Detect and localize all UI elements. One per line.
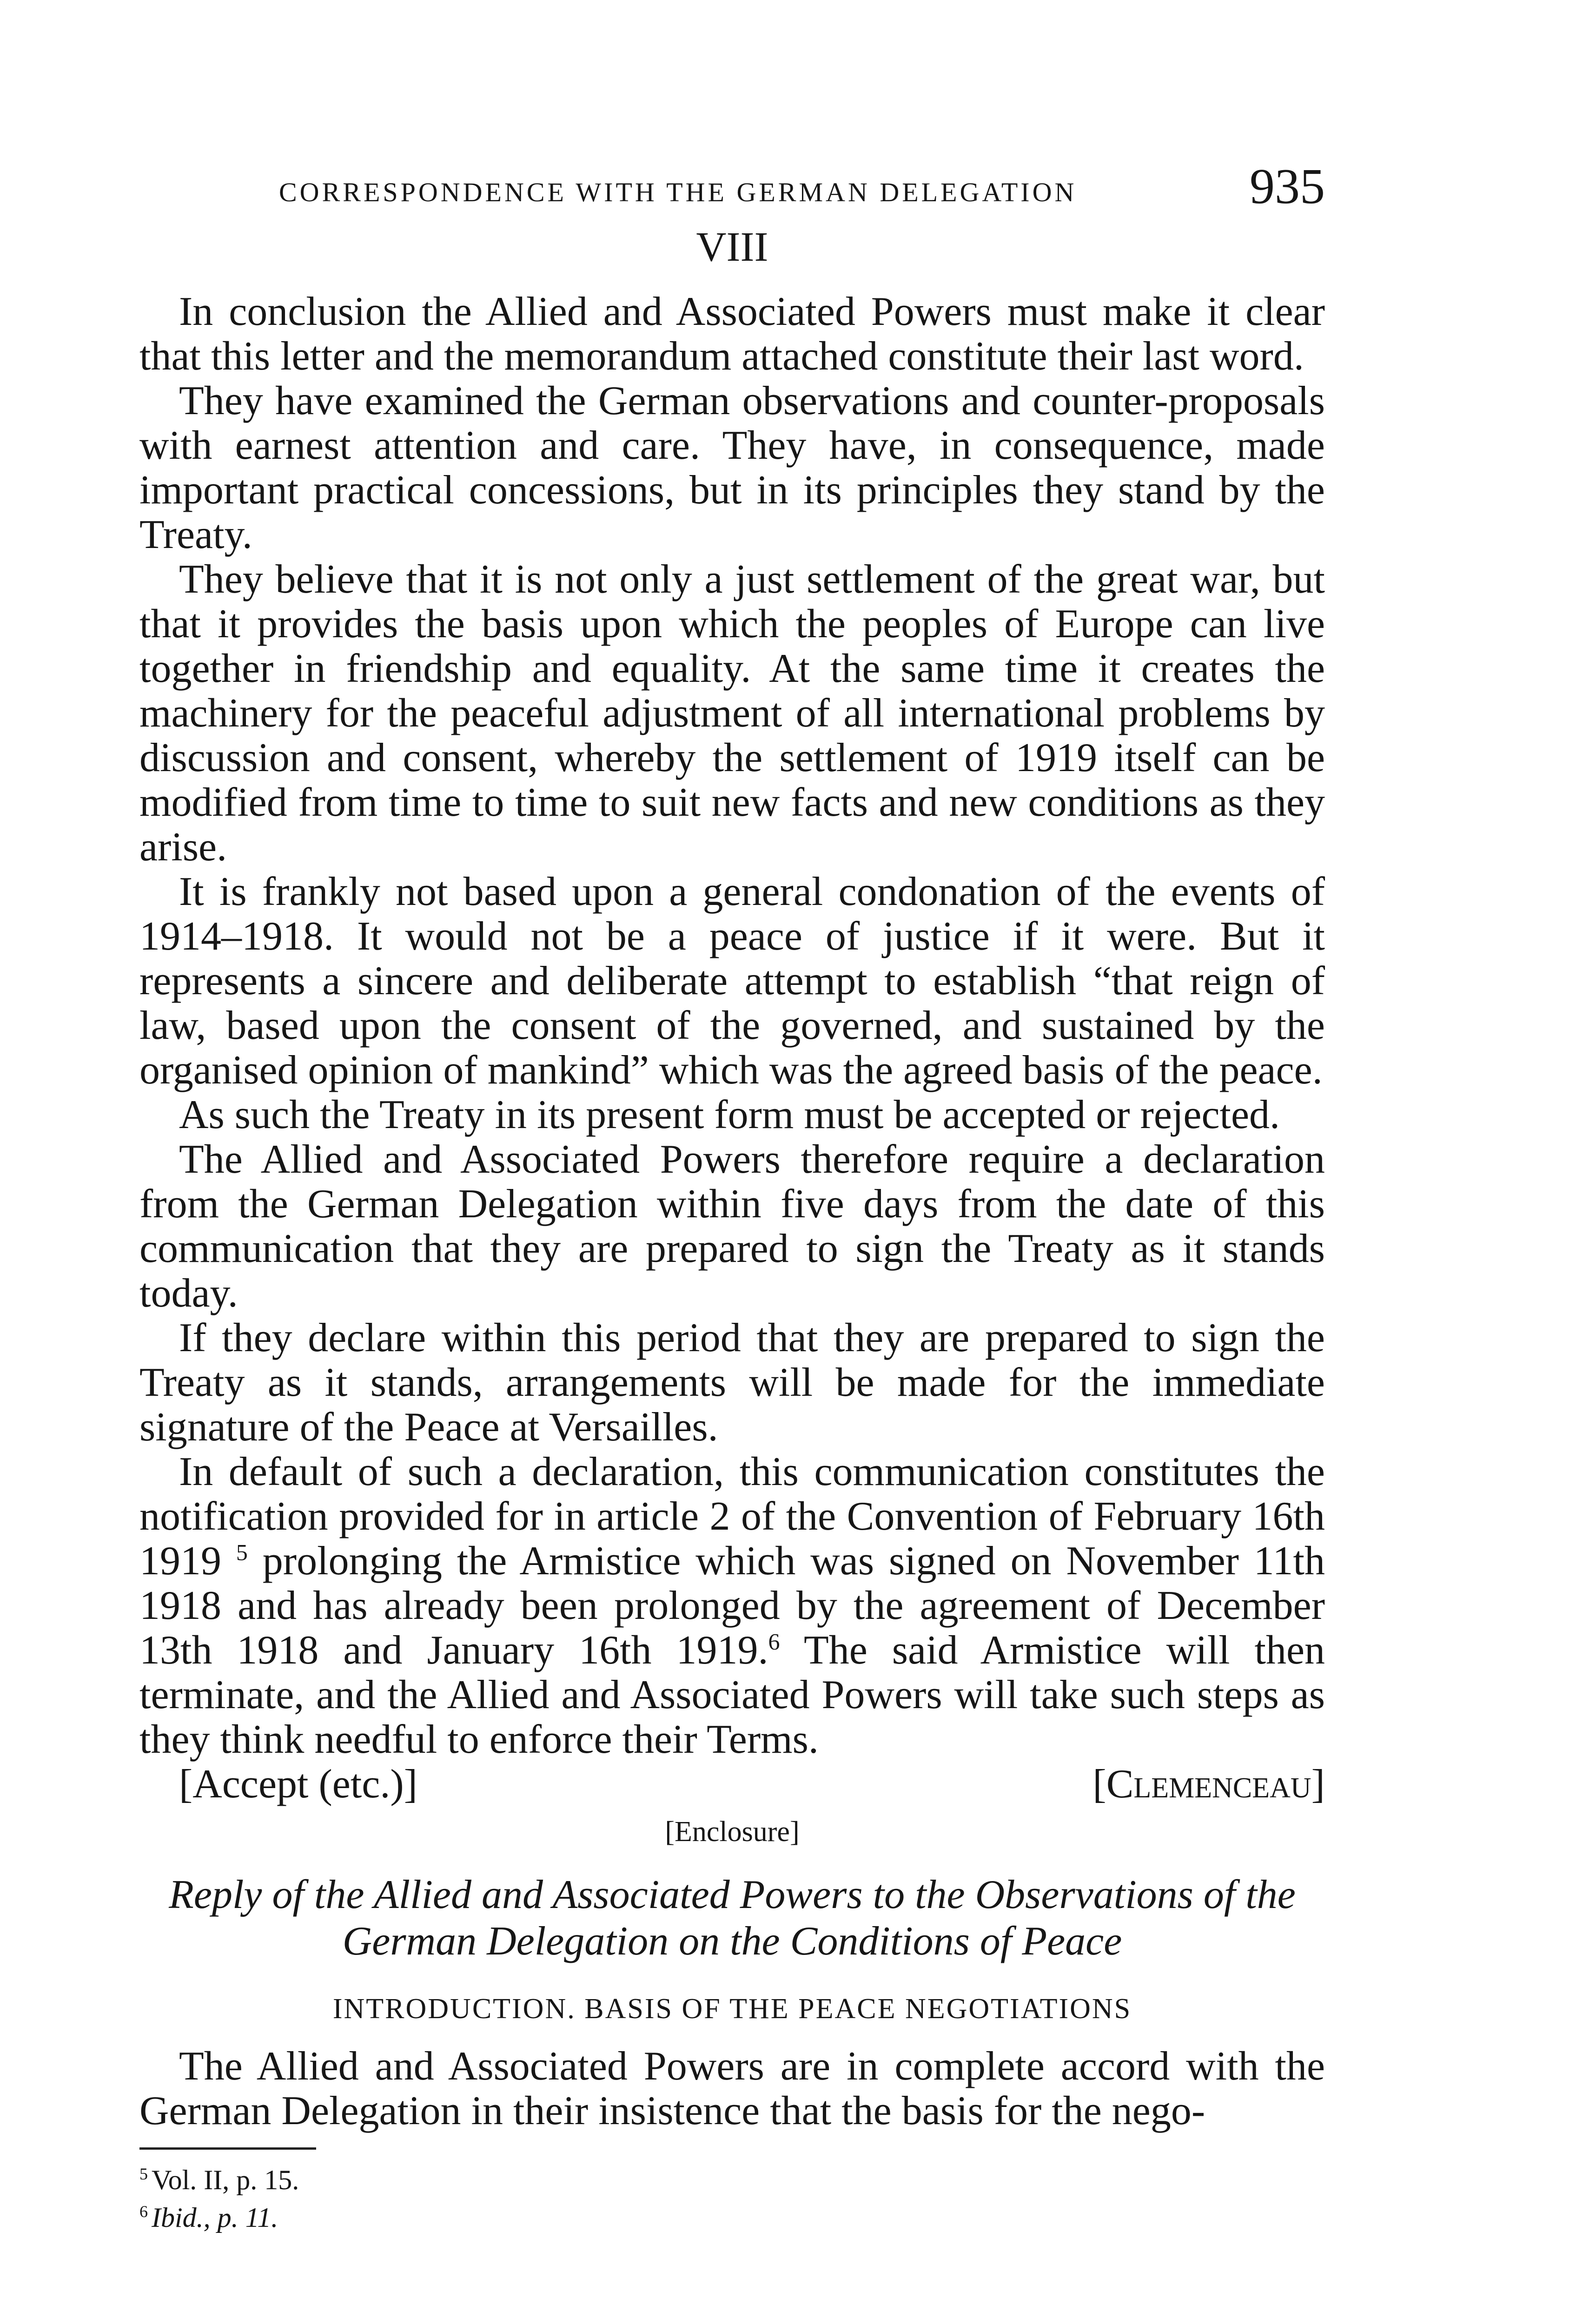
section-numeral: VIII [696,224,768,270]
intro-heading: INTRODUCTION. BASIS OF THE PEACE NEGOTIATIONS [332,1993,1132,2025]
footnote-ref: 6 [768,1628,780,1655]
signer-name: [Clemenceau] [1092,1762,1325,1807]
paragraph-text: In default of such a declaration, this communication constitutes the notification provided for in article 2 of the Convention of February 16th 1919 [139,1449,1325,1584]
paragraph-armistice [139,1450,1325,1762]
intro-paragraph: The Allied and Associated Powers are in complete accord with the German Delegation in their insistence that the basis for the nego- [139,2044,1325,2133]
enclosure-label: [Enclosure] [665,1816,800,1848]
paragraph: They believe that it is not only a just settlement of the great war, but that it provides the basis upon which the peoples of Europe can live together in friendship and equality. At the same time it creates the machinery for the peaceful adjustment of all international problems by discussion and consent, whereby the settlement of 1919 itself can be modified from time to time to suit new facts and new conditions as they arise. [139,557,1325,870]
paragraph-text: prolonging the Armistice which was signed on November 11th 1918 and has already been prolonged by the agreement of December 13th 1918 and January 16th 1919. [139,1538,1325,1673]
footnote-mark: 5 [139,2165,148,2183]
reply-title [139,1872,1325,1965]
footnote-text: Vol. II, p. 15. [152,2165,299,2195]
paragraph: The Allied and Associated Powers therefore require a declaration from the German Delegation within five days from the date of this communication that they are prepared to sign the Treaty as it stands today. [139,1137,1325,1316]
paragraph: It is frankly not based upon a general condonation of the events of 1914–1918. It would not be a peace of justice if it were. But it represents a sincere and deliberate attempt to establish “that reign of law, based upon the consent of the governed, and sustained by the organised opinion of mankind” which was the agreed basis of the peace. [139,869,1325,1093]
accept-closing: [Accept (etc.)] [179,1762,417,1807]
reply-title-line: Reply of the Allied and Associated Powers to the Observations of the [169,1872,1296,1917]
running-header [139,158,1325,214]
footnotes [139,2158,1325,2233]
page-number: 935 [1250,159,1325,214]
reply-title-line: German Delegation on the Conditions of Peace [342,1919,1122,1964]
footnote-text: Ibid., p. 11. [152,2202,278,2233]
footnote-mark: 6 [139,2202,148,2221]
footnote-ref: 5 [236,1539,248,1565]
paragraph: In conclusion the Allied and Associated Powers must make it clear that this letter and the memorandum attached constitute their last word. [139,289,1325,379]
footnote [139,2196,1325,2233]
running-title: CORRESPONDENCE WITH THE GERMAN DELEGATION [279,177,1077,207]
paragraph: If they declare within this period that they are prepared to sign the Treaty as it stands, arrangements will be made for the immediate signature of the Peace at Versailles. [139,1315,1325,1450]
page-content [139,158,1325,2233]
paragraph: As such the Treaty in its present form must be accepted or rejected. [179,1092,1280,1137]
footnote [139,2158,1325,2196]
signoff [139,1762,1325,1813]
paragraph-text: The said Armistice will then terminate, and the Allied and Associated Powers will take such steps as they think needful to enforce their Terms. [139,1628,1325,1762]
footnote-divider [139,2147,316,2150]
paragraph: They have examined the German observations and counter-proposals with earnest attention and care. They have, in consequence, made important practical concessions, but in its principles they stand by the Treaty. [139,378,1325,557]
